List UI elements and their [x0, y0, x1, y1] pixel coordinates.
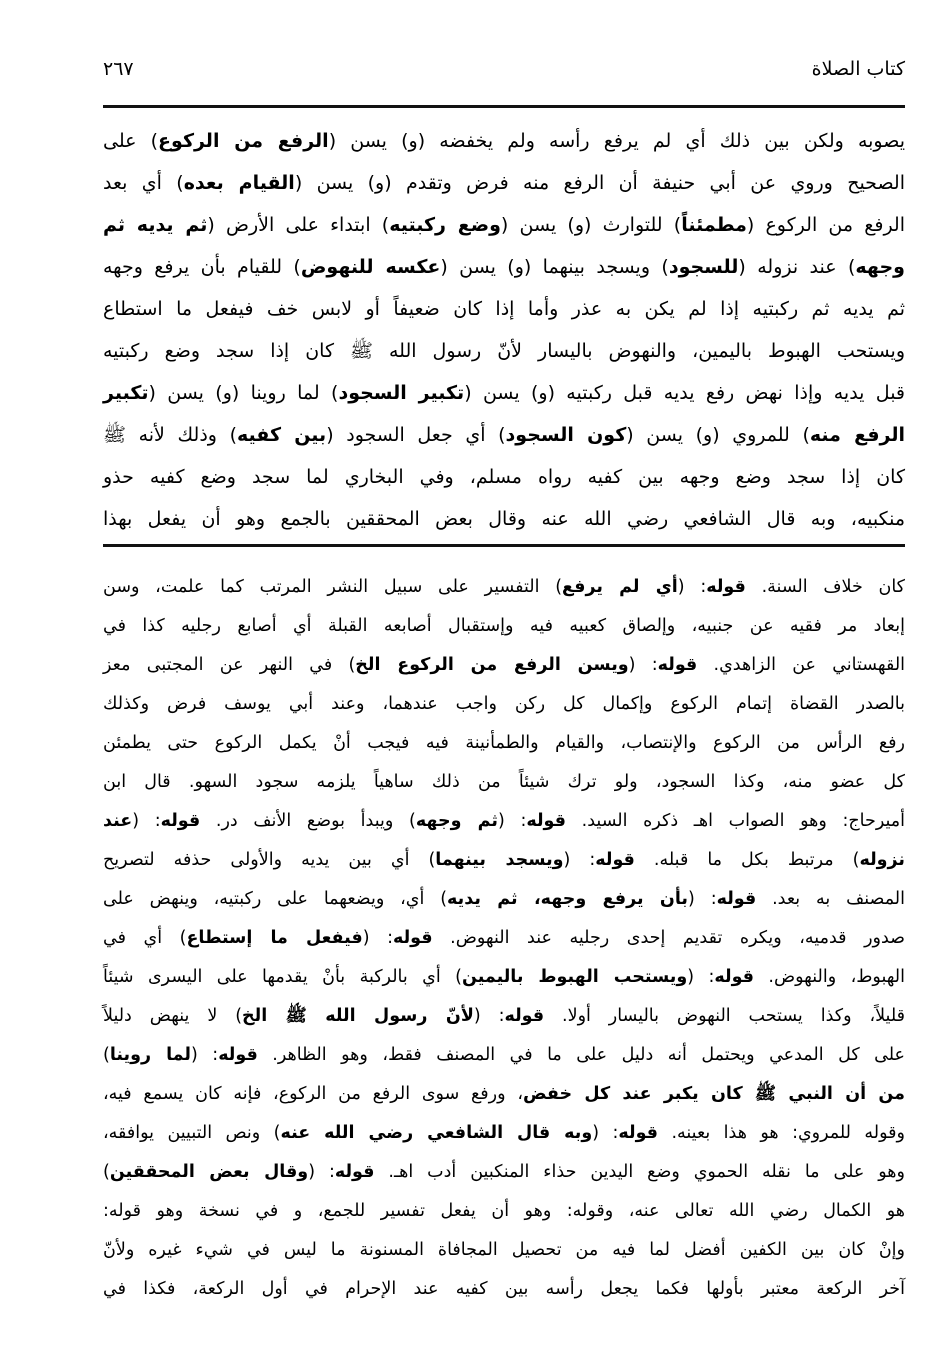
bold-text: ثم يديه ثم [103, 214, 208, 236]
bold-text: وجهه [855, 256, 905, 278]
text: بالصدر القضاة إتمام الركوع وإكمال كل ركن واجب عندهما، وعند أبي يوسف فرض وكذلك [103, 694, 905, 714]
text: إبعاد مر فقيه عن جنبيه، وإلصاق كعبيه فيه وإستقبال أصابعه القبلة أي أصابع رجليه كذا في [103, 616, 905, 636]
bold-text: قوله [618, 1123, 659, 1143]
main-text-line [103, 498, 905, 540]
footnote-line [103, 1192, 905, 1231]
text: ) التفسير على سبيل النشر المرتب كما علمت، وسن [103, 577, 563, 597]
bold-text: قوله [595, 850, 635, 870]
bold-text: وبه قال الشافعي رضي الله عنه [280, 1123, 593, 1143]
bold-text: أي لم يرفع [562, 577, 678, 597]
text: : ( [677, 577, 707, 597]
text: الرفع من الركوع ( [746, 214, 905, 236]
text: أميرحاج: وهو الصواب اهـ ذكره السيد. [566, 811, 906, 831]
text: : ( [473, 1006, 505, 1026]
text: ) للتوارث (و) يسن ( [500, 214, 682, 236]
bold-text: قوله [160, 811, 201, 831]
text: ) أي، ويضعهما على ركبتيه، وينهض على [103, 889, 448, 909]
text: ) [103, 1162, 110, 1182]
bold-text: ويستحب الهبوط باليمين [461, 967, 688, 987]
text: ) على [103, 130, 159, 152]
bold-text: وقال بعض المحققين [109, 1162, 309, 1182]
main-text-line [103, 246, 905, 288]
text: آخر الركعة معتبر بأولها فكما يجعل رأسه بين كفيه عند الإحرام في أول الركعة، فكذا في [103, 1279, 905, 1299]
text: ، ورفع سوى الرفع من الركوع، فإنه كان يسمع فيه، [103, 1084, 523, 1104]
text: : ( [688, 889, 717, 909]
text: ) أي جعل السجود ( [326, 424, 506, 446]
text: : ( [563, 850, 596, 870]
footnote-line [103, 685, 905, 724]
text: يصوبه ولكن بين ذلك أي لم يرفع رأسه ولم يخفضه (و) يسن ( [328, 130, 906, 152]
footnotes [103, 568, 905, 1309]
bold-text: لأنّ رسول الله ﷺ الخ [242, 1006, 474, 1026]
main-text-line [103, 162, 905, 204]
text: ) أي في [103, 928, 187, 948]
text: : ( [628, 655, 658, 675]
bold-text: كون السجود [505, 424, 627, 446]
text: ) ويبدأ بوضع الأنف در. [200, 811, 416, 831]
running-header [103, 58, 905, 92]
main-text-line [103, 120, 905, 162]
text: ) مرتبط بكل ما قبله. [634, 850, 860, 870]
bold-text: ويسجد بينهما [435, 850, 564, 870]
bold-text: الرفع من الركوع [158, 130, 329, 152]
bold-text: الرفع منه [809, 424, 906, 446]
text: ) للمروي (و) يسن ( [626, 424, 810, 446]
text: ) أي بالركبة بأنْ يقدمها على اليسرى شيئاً [103, 967, 462, 987]
text: : ( [190, 1045, 219, 1065]
footnote-line [103, 646, 905, 685]
footnote-line [103, 724, 905, 763]
bold-text: نزوله [859, 850, 906, 870]
text: ) ابتداء على الأرض ( [207, 214, 390, 236]
bold-text: عكسه للنهوض [300, 256, 441, 278]
text: وقوله للمروي: هو هذا بعينه. [658, 1123, 905, 1143]
footnote-line [103, 607, 905, 646]
text: ) ويسجد بينهما (و) يسن ( [440, 256, 669, 278]
text: صدور قدميه، ويكره تقديم إحدى رجليه عند النهوض. [432, 928, 906, 948]
main-text [103, 120, 905, 540]
bold-text: قوله [334, 1162, 375, 1182]
text: كل عضو منه، وكذا السجود، ولو ترك شيئاً من ذلك ساهياً يلزمه سجود السهو. قال ابن [103, 772, 905, 792]
text: وهو على ما نقله الحموي وضع اليدين حذاء المنكبين أدب اهـ. [374, 1162, 905, 1182]
footnote-line [103, 1114, 905, 1153]
footnote-separator [103, 544, 905, 547]
main-text-line [103, 204, 905, 246]
bold-text: بين كفيه [237, 424, 327, 446]
text: هو الكمال رضي الله تعالى عنه، وقوله: وهو أن يفعل تفسير للجمع، و في نسخة وهو قوله: [103, 1201, 905, 1221]
text: على كل المدعي ويحتمل أنه دليل على ما في المصنف فقط، وهو الظاهر. [257, 1045, 905, 1065]
bold-text: عند [103, 811, 133, 831]
bold-text: لما روينا [109, 1045, 191, 1065]
bold-text: ثم وجهه [415, 811, 498, 831]
main-text-line [103, 288, 905, 330]
text: ثم يديه ثم ركبتيه إذا لم يكن به عذر وأما إذا كان ضعيفاً أو لابس خف فيفعل ما استطاع [103, 298, 905, 320]
text: قليلاً، وكذا يستحب النهوض باليسار أولا. [544, 1006, 905, 1026]
main-text-line [103, 414, 905, 456]
bold-text: القيام بعده [183, 172, 295, 194]
text: ) أي بعد [103, 172, 184, 194]
text: ) وذلك لأنه ﷺ [103, 424, 237, 446]
text: : ( [132, 811, 161, 831]
footnote-line [103, 1036, 905, 1075]
text: رفع الرأس من الركوع والإنتصاب، والقيام والطمأنينة فيه فيجب أنْ يكمل الركوع حتى يطمئن [103, 733, 905, 753]
footnote-line [103, 763, 905, 802]
footnote-line [103, 958, 905, 997]
text: : ( [362, 928, 393, 948]
main-text-line [103, 456, 905, 498]
footnote-line [103, 1153, 905, 1192]
bold-text: ويسن الرفع من الركوع الخ [355, 655, 629, 675]
text: ) في النهر عن المجتبى معز [103, 655, 356, 675]
text: ) للقيام بأن يرفع وجهه [103, 256, 301, 278]
bold-text: قوله [706, 577, 746, 597]
text: : ( [592, 1123, 619, 1143]
text: الهبوط، والنهوض. [754, 967, 905, 987]
text: : ( [687, 967, 715, 987]
bold-text: مطمئناً [681, 214, 747, 236]
text: ) ونص التبيين يوافقه، [103, 1123, 281, 1143]
text: ) لما روينا (و) يسن ( [148, 382, 339, 404]
text: قبل يديه وإذا نهض رفع يديه قبل ركبتيه (و) يسن ( [464, 382, 906, 404]
footnote-line [103, 880, 905, 919]
footnote-line [103, 841, 905, 880]
bold-text: بأن يرفع وجهه، ثم يديه [447, 889, 689, 909]
bold-text: وضع ركبتيه [389, 214, 501, 236]
footnote-line [103, 1231, 905, 1270]
text: ) أي بين يديه والأولى حذفه لتصريح [103, 850, 436, 870]
bold-text: قوله [657, 655, 698, 675]
text: ) لا ينهض دليلاً [103, 1006, 243, 1026]
text: القهستاني عن الزاهدي. [697, 655, 906, 675]
bold-text: تكبير [103, 382, 149, 404]
text: ) عند نزوله ( [738, 256, 856, 278]
text: المصنف به بعد. [756, 889, 906, 909]
footnote-line [103, 1270, 905, 1309]
bold-text: قوله [504, 1006, 545, 1026]
text: : ( [497, 811, 527, 831]
bold-text: من أن النبي ﷺ كان يكبر عند كل خفض [522, 1084, 905, 1104]
bold-text: قوله [714, 967, 755, 987]
text: كان إذا سجد وضع وجهه بين كفيه رواه مسلم، وفي البخاري لما سجد وضع كفيه حذو [103, 466, 905, 488]
bold-text: تكبير السجود [338, 382, 465, 404]
bold-text: قوله [716, 889, 757, 909]
bold-text: قوله [392, 928, 433, 948]
bold-text: فيفعل ما إستطاع [186, 928, 363, 948]
footnote-line [103, 1075, 905, 1114]
footnote-line [103, 568, 905, 607]
page-number: ٢٦٧ [103, 58, 134, 80]
text: وإنْ كان بين الكفين أفضل لما فيه من تحصيل المجافاة المسنونة ما ليس في شيء غيره ولأنّ [103, 1240, 905, 1260]
footnote-line [103, 802, 905, 841]
main-text-line [103, 330, 905, 372]
text: ) [103, 1045, 110, 1065]
footnote-line [103, 919, 905, 958]
chapter-title: كتاب الصلاة [811, 58, 905, 80]
text: كان خلاف السنة. [745, 577, 906, 597]
text: : ( [308, 1162, 335, 1182]
bold-text: قوله [218, 1045, 258, 1065]
bold-text: قوله [526, 811, 566, 831]
text: منكبيه، وبه قال الشافعي رضي الله عنه وقال بعض المحققين بالجمع وهو أن يفعل بهذا [103, 508, 905, 530]
text: ويستحب الهبوط باليمين، والنهوض باليسار لأنّ رسول الله ﷺ كان إذا سجد وضع ركبتيه [103, 340, 905, 362]
main-text-line [103, 372, 905, 414]
bold-text: للسجود [668, 256, 739, 278]
header-rule [103, 105, 905, 108]
text: الصحيح وروي عن أبي حنيفة أن الرفع منه فرض وتقدم (و) يسن ( [294, 172, 905, 194]
footnote-line [103, 997, 905, 1036]
